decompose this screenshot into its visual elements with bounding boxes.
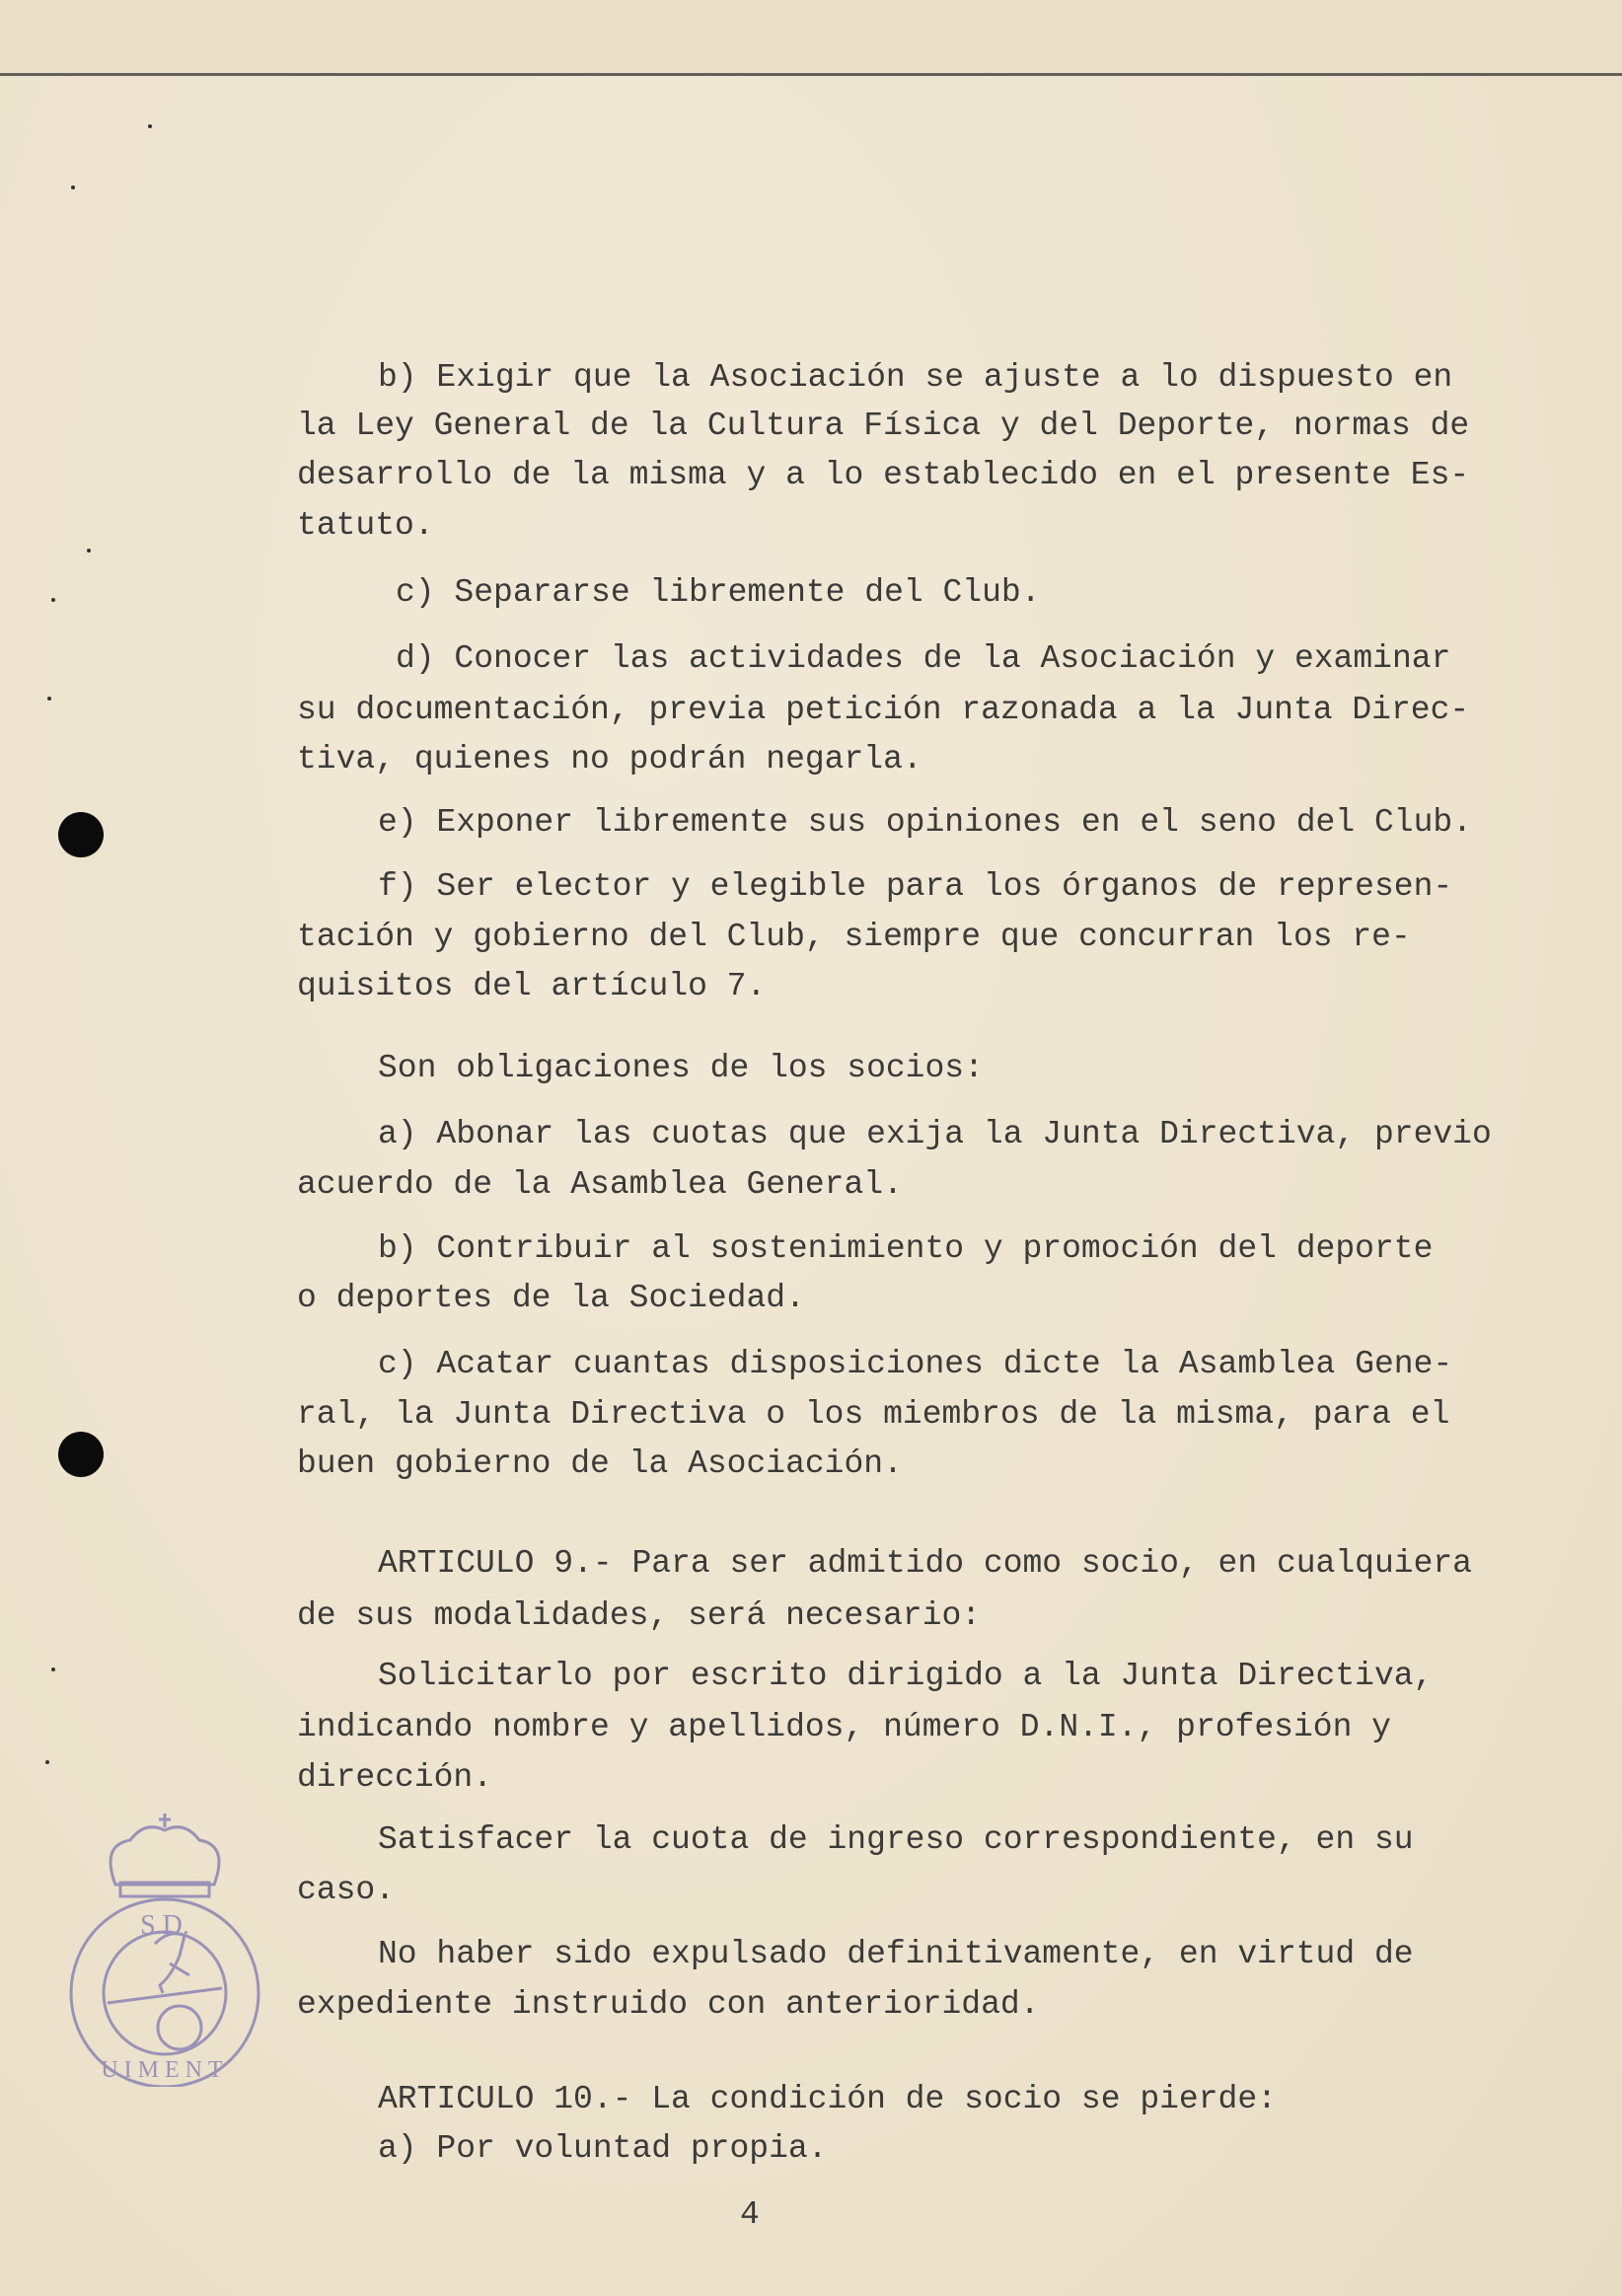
svg-text:S.D.: S.D.	[140, 1910, 189, 1941]
section-heading: Son obligaciones de los socios:	[378, 1050, 984, 1086]
text-line: b) Exigir que la Asociación se ajuste a lo dispuesto en	[378, 359, 1453, 396]
speck	[87, 549, 91, 553]
text-line: tatuto.	[297, 507, 434, 544]
text-line: a) Por voluntad propia.	[378, 2130, 828, 2167]
speck	[71, 185, 75, 189]
text-line: Solicitarlo por escrito dirigido a la Junta Directiva,	[378, 1658, 1434, 1694]
club-stamp-seal	[61, 1806, 268, 2087]
text-line: acuerdo de la Asamblea General.	[297, 1166, 903, 1203]
text-line: desarrollo de la misma y a lo establecido en el presente Es-	[297, 457, 1470, 493]
text-line: c) Acatar cuantas disposiciones dicte la Asamblea Gene-	[378, 1346, 1453, 1382]
text-line: b) Contribuir al sostenimiento y promoción del deporte	[378, 1230, 1434, 1267]
scan-top-margin	[0, 0, 1622, 73]
text-line: buen gobierno de la Asociación.	[297, 1445, 903, 1482]
text-line: tación y gobierno del Club, siempre que concurran los re-	[297, 919, 1411, 955]
text-line: indicando nombre y apellidos, número D.N.I., profesión y	[297, 1709, 1391, 1745]
punch-hole	[58, 812, 104, 857]
speck	[47, 697, 51, 701]
text-line: de sus modalidades, será necesario:	[297, 1597, 982, 1634]
top-rule	[0, 73, 1622, 76]
speck	[51, 1667, 55, 1671]
speck	[148, 124, 152, 128]
text-line: Satisfacer la cuota de ingreso correspondiente, en su	[378, 1821, 1414, 1858]
text-line: f) Ser elector y elegible para los órganos de represen-	[378, 868, 1453, 905]
text-line: caso.	[297, 1872, 396, 1908]
text-line: quisitos del artículo 7.	[297, 968, 767, 1004]
article-10-heading: ARTICULO 10.- La condición de socio se pierde:	[378, 2081, 1277, 2117]
punch-hole	[58, 1432, 104, 1477]
text-line: tiva, quienes no podrán negarla.	[297, 741, 922, 778]
text-line: c) Separarse libremente del Club.	[396, 574, 1041, 611]
speck	[45, 1760, 49, 1764]
text-line: su documentación, previa petición razonada a la Junta Direc-	[297, 692, 1470, 728]
speck	[51, 598, 55, 602]
text-line: ral, la Junta Directiva o los miembros de la misma, para el	[297, 1396, 1450, 1433]
text-line: d) Conocer las actividades de la Asociación y examinar	[396, 640, 1451, 677]
page-number: 4	[740, 2196, 760, 2233]
text-line: expediente instruido con anterioridad.	[297, 1986, 1040, 2023]
article-9-heading: ARTICULO 9.- Para ser admitido como socio, en cualquiera	[378, 1545, 1472, 1582]
text-line: dirección.	[297, 1759, 493, 1796]
text-line: la Ley General de la Cultura Física y del Deporte, normas de	[297, 407, 1470, 444]
text-line: a) Abonar las cuotas que exija la Junta Directiva, previo	[378, 1116, 1492, 1152]
text-line: e) Exponer libremente sus opiniones en el seno del Club.	[378, 804, 1472, 841]
text-line: No haber sido expulsado definitivamente, en virtud de	[378, 1936, 1414, 1972]
svg-text:UIMENT: UIMENT	[101, 2057, 229, 2083]
text-line: o deportes de la Sociedad.	[297, 1280, 805, 1316]
